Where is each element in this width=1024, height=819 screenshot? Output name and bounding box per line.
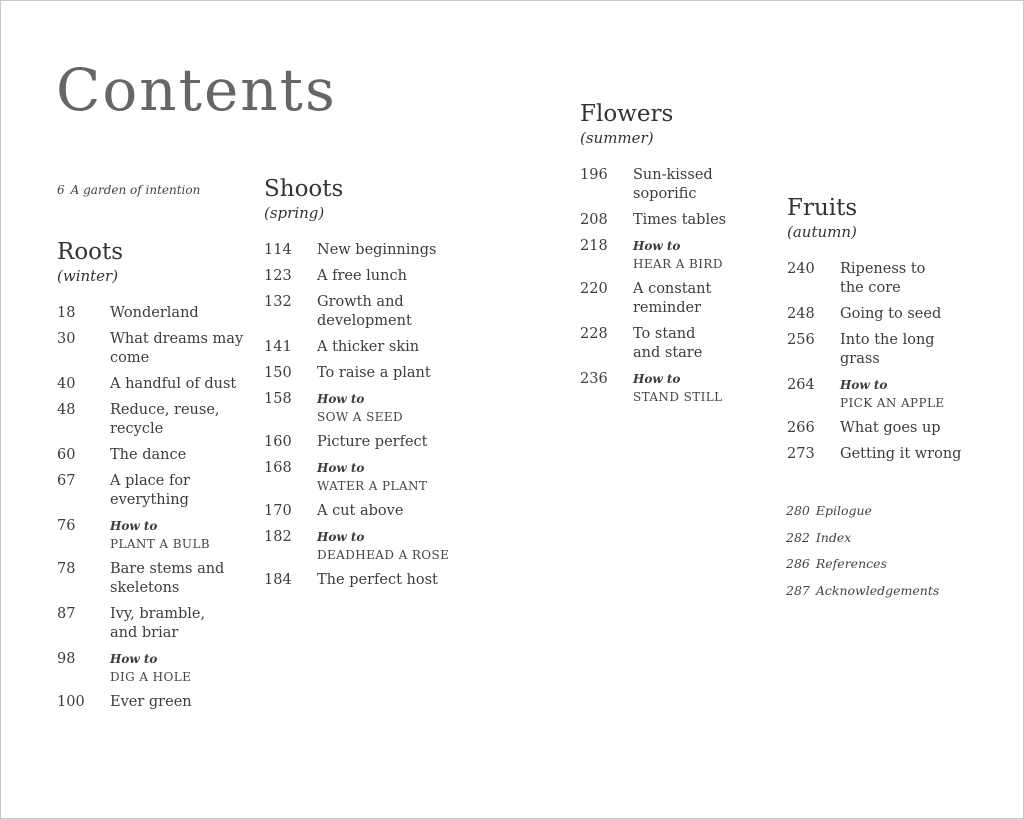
entry-title: Picture perfect xyxy=(317,434,428,450)
section-roots xyxy=(57,238,262,719)
howto-label: How to xyxy=(317,530,365,544)
section-season: (spring) xyxy=(264,204,325,222)
toc-entry[interactable] xyxy=(264,293,469,331)
toc-entry[interactable] xyxy=(264,459,469,495)
entry-page-number: 18 xyxy=(57,305,76,321)
entry-title: A thicker skin xyxy=(317,339,420,355)
intro-page-number: 6 xyxy=(57,183,65,197)
toc-entry[interactable] xyxy=(57,650,262,686)
toc-entry[interactable] xyxy=(57,375,262,394)
entry-list xyxy=(580,166,785,406)
howto-title: STAND STILL xyxy=(633,390,723,404)
toc-entry[interactable] xyxy=(57,446,262,465)
toc-entry[interactable] xyxy=(57,330,262,368)
entry-page-number: 236 xyxy=(580,371,608,387)
backmatter-entry[interactable] xyxy=(786,530,939,546)
entry-title: A handful of dust xyxy=(110,376,237,392)
entry-page-number: 266 xyxy=(787,420,815,436)
intro-entry[interactable] xyxy=(57,183,200,197)
toc-entry[interactable] xyxy=(580,237,785,273)
entry-page-number: 87 xyxy=(57,606,76,622)
entry-title: Ever green xyxy=(110,694,192,710)
howto-label: How to xyxy=(317,392,365,406)
entry-title: New beginnings xyxy=(317,242,437,258)
howto-title: PLANT A BULB xyxy=(110,537,211,551)
backmatter-entry[interactable] xyxy=(786,556,939,572)
toc-entry[interactable] xyxy=(264,364,469,383)
entry-title: To raise a plant xyxy=(317,365,431,381)
entry-howto xyxy=(110,517,262,553)
entry-title: Reduce, reuse, recycle xyxy=(110,402,220,437)
howto-title: PICK AN APPLE xyxy=(840,396,945,410)
toc-entry[interactable] xyxy=(787,331,992,369)
entry-page-number: 100 xyxy=(57,694,85,710)
toc-entry[interactable] xyxy=(787,445,992,464)
entry-page-number: 168 xyxy=(264,460,292,476)
entry-howto xyxy=(317,390,469,426)
entry-title: To stand and stare xyxy=(633,326,703,361)
howto-label: How to xyxy=(110,652,158,666)
howto-label: How to xyxy=(633,372,681,386)
entry-title: Getting it wrong xyxy=(840,446,962,462)
entry-title: Ripeness to the core xyxy=(840,261,926,296)
toc-entry[interactable] xyxy=(787,419,992,438)
entry-page-number: 248 xyxy=(787,306,815,322)
toc-entry[interactable] xyxy=(264,390,469,426)
backmatter-page-number: 282 xyxy=(786,529,810,545)
section-season: (autumn) xyxy=(787,223,857,241)
entry-title: The dance xyxy=(110,447,187,463)
backmatter-label: References xyxy=(815,556,887,571)
toc-entry[interactable] xyxy=(580,370,785,406)
backmatter-page-number: 286 xyxy=(786,556,810,571)
section-shoots xyxy=(264,175,469,597)
entry-page-number: 30 xyxy=(57,331,76,347)
toc-entry[interactable] xyxy=(264,267,469,286)
entry-page-number: 48 xyxy=(57,402,76,418)
backmatter-entry[interactable] xyxy=(786,583,939,599)
toc-entry[interactable] xyxy=(580,325,785,363)
entry-title: Times tables xyxy=(633,212,727,228)
entry-page-number: 208 xyxy=(580,212,608,228)
entry-page-number: 78 xyxy=(57,561,76,577)
entry-howto xyxy=(633,237,785,273)
toc-entry[interactable] xyxy=(57,605,262,643)
entry-title: Ivy, bramble, and briar xyxy=(110,606,206,641)
section-title: Flowers xyxy=(580,101,674,127)
entry-howto xyxy=(110,650,262,686)
entry-howto xyxy=(317,459,469,495)
entry-title: Growth and development xyxy=(317,294,412,329)
entry-title: A place for everything xyxy=(110,473,190,508)
toc-entry[interactable] xyxy=(264,502,469,521)
toc-entry[interactable] xyxy=(787,376,992,412)
toc-entry[interactable] xyxy=(787,305,992,324)
entry-page-number: 256 xyxy=(787,332,815,348)
toc-entry[interactable] xyxy=(264,433,469,452)
entry-page-number: 40 xyxy=(57,376,76,392)
entry-page-number: 196 xyxy=(580,167,608,183)
entry-title: The perfect host xyxy=(317,572,438,588)
toc-entry[interactable] xyxy=(787,260,992,298)
entry-page-number: 158 xyxy=(264,391,292,407)
page-title: Contents xyxy=(56,56,337,124)
entry-page-number: 220 xyxy=(580,281,608,297)
toc-entry[interactable] xyxy=(264,338,469,357)
toc-entry[interactable] xyxy=(57,472,262,510)
howto-title: HEAR A BIRD xyxy=(633,257,723,271)
toc-entry[interactable] xyxy=(264,241,469,260)
entry-page-number: 218 xyxy=(580,238,608,254)
section-title: Shoots xyxy=(264,176,344,202)
entry-page-number: 141 xyxy=(264,339,292,355)
intro-label: A garden of intention xyxy=(70,183,201,197)
section-flowers xyxy=(580,100,785,413)
entry-page-number: 228 xyxy=(580,326,608,342)
howto-label: How to xyxy=(633,239,681,253)
entry-howto xyxy=(633,370,785,406)
entry-page-number: 273 xyxy=(787,446,815,462)
backmatter-page-number: 280 xyxy=(786,503,810,518)
entry-title: What dreams may come xyxy=(110,331,244,366)
entry-page-number: 160 xyxy=(264,434,292,450)
section-fruits xyxy=(787,194,992,471)
howto-label: How to xyxy=(840,378,888,392)
howto-title: DEADHEAD A ROSE xyxy=(317,548,450,562)
entry-title: A cut above xyxy=(317,503,404,519)
entry-howto xyxy=(317,528,469,564)
toc-entry[interactable] xyxy=(264,571,469,590)
entry-page-number: 170 xyxy=(264,503,292,519)
entry-title: A free lunch xyxy=(317,268,407,284)
entry-title: Wonderland xyxy=(110,305,199,321)
backmatter-list xyxy=(786,503,939,609)
toc-entry[interactable] xyxy=(57,693,262,712)
backmatter-entry[interactable] xyxy=(786,503,939,519)
backmatter-label: Index xyxy=(815,529,852,545)
backmatter-page-number: 287 xyxy=(786,582,810,598)
entry-list xyxy=(264,241,469,590)
entry-title: What goes up xyxy=(840,420,941,436)
entry-page-number: 98 xyxy=(57,651,76,667)
howto-title: SOW A SEED xyxy=(317,410,404,424)
toc-entry[interactable] xyxy=(57,560,262,598)
entry-title: Going to seed xyxy=(840,306,942,322)
entry-page-number: 240 xyxy=(787,261,815,277)
toc-entry[interactable] xyxy=(580,280,785,318)
entry-page-number: 184 xyxy=(264,572,292,588)
howto-title: WATER A PLANT xyxy=(317,479,428,493)
section-title: Fruits xyxy=(787,195,858,221)
howto-label: How to xyxy=(317,461,365,475)
toc-entry[interactable] xyxy=(264,528,469,564)
entry-list xyxy=(787,260,992,464)
entry-title: A constant reminder xyxy=(633,281,712,316)
entry-list xyxy=(57,304,262,712)
entry-page-number: 264 xyxy=(787,377,815,393)
entry-page-number: 114 xyxy=(264,242,292,258)
entry-title: Sun-kissed soporific xyxy=(633,167,713,202)
toc-entry[interactable] xyxy=(580,166,785,204)
howto-title: DIG A HOLE xyxy=(110,670,192,684)
backmatter-label: Acknowledgements xyxy=(815,582,940,598)
backmatter-label: Epilogue xyxy=(815,503,872,518)
toc-entry[interactable] xyxy=(57,517,262,553)
entry-title: Bare stems and skeletons xyxy=(110,561,225,596)
toc-entry[interactable] xyxy=(580,211,785,230)
entry-page-number: 67 xyxy=(57,473,76,489)
section-title: Roots xyxy=(57,239,124,265)
entry-page-number: 182 xyxy=(264,529,292,545)
entry-page-number: 123 xyxy=(264,268,292,284)
entry-page-number: 60 xyxy=(57,447,76,463)
entry-page-number: 150 xyxy=(264,365,292,381)
entry-title: Into the long grass xyxy=(840,332,935,367)
toc-entry[interactable] xyxy=(57,401,262,439)
entry-page-number: 76 xyxy=(57,518,76,534)
howto-label: How to xyxy=(110,519,158,533)
entry-page-number: 132 xyxy=(264,294,292,310)
entry-howto xyxy=(840,376,992,412)
section-season: (summer) xyxy=(580,129,654,147)
section-season: (winter) xyxy=(57,267,119,285)
toc-entry[interactable] xyxy=(57,304,262,323)
